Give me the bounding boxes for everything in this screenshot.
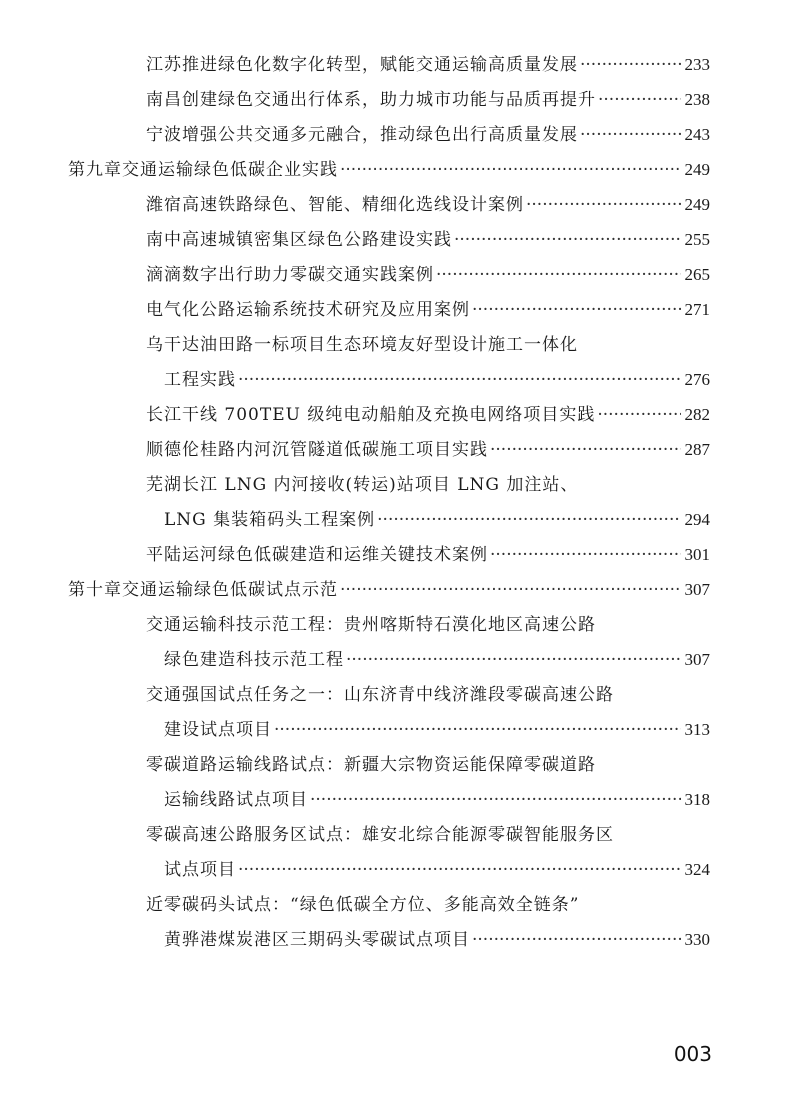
toc-entry-title: 黄骅港煤炭港区三期码头零碳试点项目 bbox=[164, 930, 470, 950]
toc-entry[interactable] bbox=[146, 120, 710, 145]
toc-entry-title: 平陆运河绿色低碳建造和运维关键技术案例 bbox=[146, 545, 488, 565]
toc-entry[interactable] bbox=[164, 925, 710, 950]
toc-entry-title-line1[interactable]: 乌干达油田路一标项目生态环境友好型设计施工一体化 bbox=[146, 335, 578, 355]
dot-leader bbox=[526, 195, 681, 215]
dot-leader bbox=[472, 300, 681, 320]
toc-entry-page: 238 bbox=[684, 90, 710, 109]
toc-entry-title-line1[interactable]: 零碳道路运输线路试点：新疆大宗物资运能保障零碳道路 bbox=[146, 755, 596, 775]
toc-entry[interactable] bbox=[164, 855, 710, 880]
toc-entry[interactable] bbox=[146, 50, 710, 75]
toc-entry[interactable] bbox=[146, 435, 710, 460]
toc-entry-title: 绿色建造科技示范工程 bbox=[164, 650, 344, 670]
toc-entry-page: 243 bbox=[684, 125, 710, 144]
dot-leader bbox=[310, 790, 681, 810]
toc-entry-title-line1[interactable]: 芜湖长江 LNG 内河接收(转运)站项目 LNG 加注站、 bbox=[146, 475, 579, 495]
toc-entry-title: 建设试点项目 bbox=[164, 720, 272, 740]
toc-entry[interactable] bbox=[146, 540, 710, 565]
toc-entry[interactable] bbox=[146, 225, 710, 250]
toc-entry-title: 滴滴数字出行助力零碳交通实践案例 bbox=[146, 265, 434, 285]
chapter-title: 交通运输绿色低碳企业实践 bbox=[122, 160, 338, 180]
toc-entry-title: 宁波增强公共交通多元融合，推动绿色出行高质量发展 bbox=[146, 125, 578, 145]
toc-entry[interactable] bbox=[164, 645, 710, 670]
toc-entry[interactable] bbox=[146, 295, 710, 320]
toc-entry-page: 324 bbox=[684, 860, 710, 879]
dot-leader bbox=[490, 545, 681, 565]
toc-entry-page: 282 bbox=[684, 405, 710, 424]
toc-chapter[interactable] bbox=[68, 575, 710, 600]
dot-leader bbox=[238, 860, 681, 880]
toc-entry-title: 江苏推进绿色化数字化转型，赋能交通运输高质量发展 bbox=[146, 55, 578, 75]
toc-entry[interactable] bbox=[146, 400, 710, 425]
page-number: 003 bbox=[673, 1042, 712, 1066]
toc-entry-page: 249 bbox=[684, 195, 710, 214]
toc-entry-page: 265 bbox=[684, 265, 710, 284]
toc-entry[interactable] bbox=[164, 715, 710, 740]
toc-entry[interactable] bbox=[164, 505, 710, 530]
dot-leader bbox=[580, 125, 681, 145]
toc-entry-page: 255 bbox=[684, 230, 710, 249]
toc-entry-page: 301 bbox=[684, 545, 710, 564]
dot-leader bbox=[274, 720, 681, 740]
toc-entry[interactable] bbox=[164, 785, 710, 810]
toc-entry-title: 工程实践 bbox=[164, 370, 236, 390]
dot-leader bbox=[238, 370, 681, 390]
dot-leader bbox=[472, 930, 681, 950]
toc-entry-title: 电气化公路运输系统技术研究及应用案例 bbox=[146, 300, 470, 320]
toc-entry-page: 271 bbox=[684, 300, 710, 319]
toc-entry[interactable] bbox=[146, 260, 710, 285]
toc-entry-page: 287 bbox=[684, 440, 710, 459]
dot-leader bbox=[340, 160, 681, 180]
dot-leader bbox=[580, 55, 681, 75]
toc-entry-title: 试点项目 bbox=[164, 860, 236, 880]
dot-leader bbox=[346, 650, 681, 670]
chapter-number: 第九章 bbox=[68, 160, 122, 180]
dot-leader bbox=[340, 580, 681, 600]
toc-entry-title: 运输线路试点项目 bbox=[164, 790, 308, 810]
toc-entry-title: 顺德伦桂路内河沉管隧道低碳施工项目实践 bbox=[146, 440, 488, 460]
toc-entry[interactable] bbox=[164, 365, 710, 390]
dot-leader bbox=[436, 265, 681, 285]
dot-leader bbox=[454, 230, 681, 250]
toc-entry-page: 233 bbox=[684, 55, 710, 74]
toc-entry-page: 276 bbox=[684, 370, 710, 389]
dot-leader bbox=[490, 440, 681, 460]
toc-entry-title-line1[interactable]: 零碳高速公路服务区试点：雄安北综合能源零碳智能服务区 bbox=[146, 825, 614, 845]
toc-entry-title: LNG 集装箱码头工程案例 bbox=[164, 510, 376, 530]
chapter-number: 第十章 bbox=[68, 580, 122, 600]
toc-entry-page: 307 bbox=[684, 650, 710, 669]
toc-entry-title-line1[interactable]: 交通强国试点任务之一：山东济青中线济潍段零碳高速公路 bbox=[146, 685, 614, 705]
toc-entry-title: 长江干线 700TEU 级纯电动船舶及充换电网络项目实践 bbox=[146, 405, 596, 425]
dot-leader bbox=[377, 510, 680, 530]
toc-chapter[interactable] bbox=[68, 155, 710, 180]
chapter-title: 交通运输绿色低碳试点示范 bbox=[122, 580, 338, 600]
toc-entry-title-line1[interactable]: 交通运输科技示范工程：贵州喀斯特石漠化地区高速公路 bbox=[146, 615, 596, 635]
dot-leader bbox=[597, 405, 680, 425]
toc-entry[interactable] bbox=[146, 190, 710, 215]
toc-entry-page: 330 bbox=[684, 930, 710, 949]
dot-leader bbox=[598, 90, 681, 110]
toc-entry-page: 294 bbox=[684, 510, 710, 529]
chapter-page: 307 bbox=[684, 580, 710, 599]
toc-entry-page: 313 bbox=[684, 720, 710, 739]
toc-entry-title: 南中高速城镇密集区绿色公路建设实践 bbox=[146, 230, 452, 250]
chapter-page: 249 bbox=[684, 160, 710, 179]
toc-entry[interactable] bbox=[146, 85, 710, 110]
toc-entry-title-line1[interactable]: 近零碳码头试点：“绿色低碳全方位、多能高效全链条” bbox=[146, 895, 580, 915]
toc-entry-title: 潍宿高速铁路绿色、智能、精细化选线设计案例 bbox=[146, 195, 524, 215]
toc-entry-page: 318 bbox=[684, 790, 710, 809]
toc-entry-title: 南昌创建绿色交通出行体系，助力城市功能与品质再提升 bbox=[146, 90, 596, 110]
